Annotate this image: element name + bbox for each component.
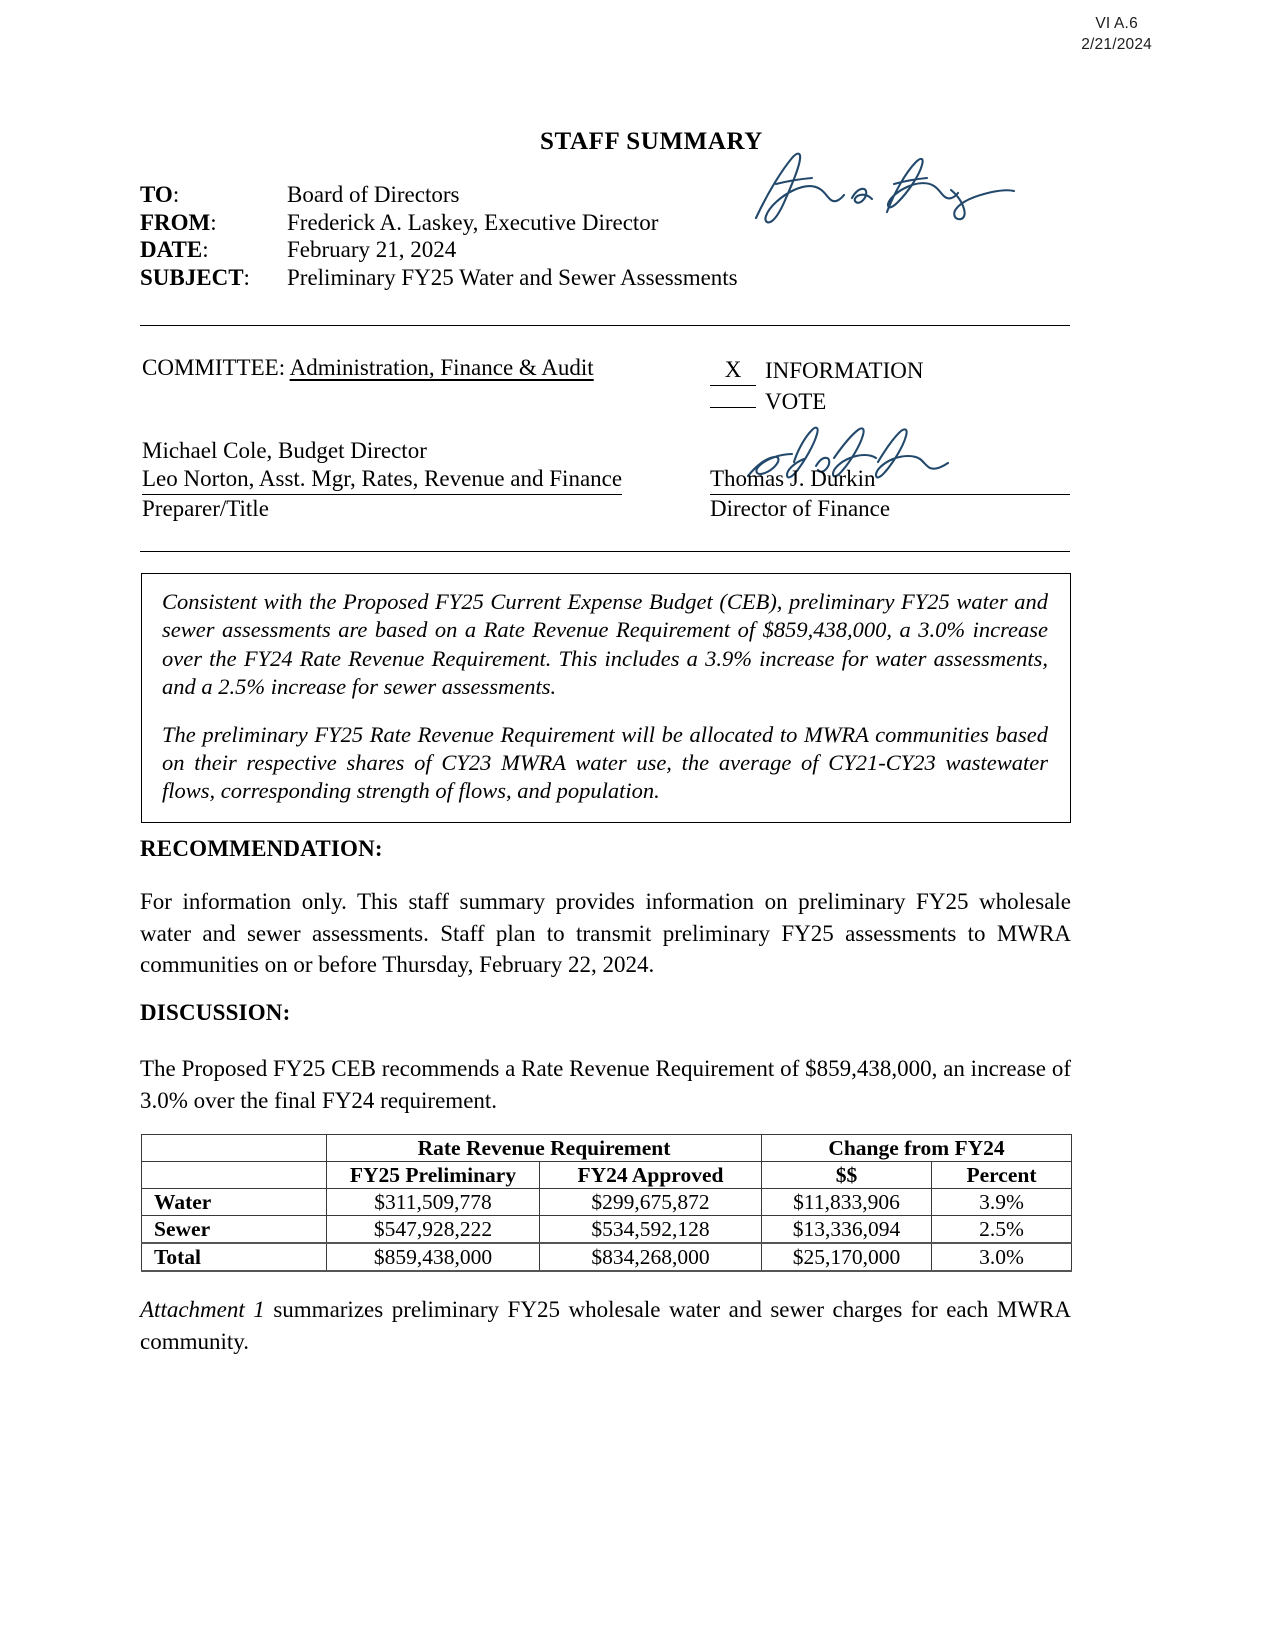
- total-fy25-preliminary: $859,438,000: [327, 1243, 540, 1271]
- table-corner-cell: [142, 1135, 327, 1162]
- memo-label-to: TO:: [140, 182, 180, 207]
- water-change-dollars: $11,833,906: [762, 1189, 932, 1216]
- memo-value-to: Board of Directors: [287, 182, 460, 207]
- group-header-change: Change from FY24: [762, 1135, 1072, 1162]
- preparer-caption: Preparer/Title: [142, 496, 269, 521]
- recommendation-heading: RECOMMENDATION:: [140, 836, 383, 861]
- table-row: [142, 1243, 1072, 1271]
- total-fy24-approved: $834,268,000: [540, 1243, 762, 1271]
- action-type-block: [710, 354, 923, 417]
- committee-label: COMMITTEE:: [142, 355, 286, 380]
- attachment-text: summarizes preliminary FY25 wholesale water and sewer charges for each MWRA community.: [140, 1297, 1071, 1354]
- water-fy24-approved: $299,675,872: [540, 1189, 762, 1216]
- memo-row-to: [140, 182, 1080, 210]
- memo-value-subject: Preliminary FY25 Water and Sewer Assessments: [287, 264, 738, 290]
- sewer-change-dollars: $13,336,094: [762, 1216, 932, 1244]
- row-label-water: Water: [142, 1189, 327, 1216]
- attachment-label: Attachment 1: [140, 1297, 265, 1322]
- information-label: INFORMATION: [765, 358, 924, 383]
- vote-checkbox[interactable]: [710, 407, 756, 408]
- agenda-reference: VI A.6: [1095, 15, 1138, 32]
- column-header-change-percent: Percent: [932, 1162, 1072, 1189]
- sewer-fy24-approved: $534,592,128: [540, 1216, 762, 1244]
- approver-title: Director of Finance: [710, 496, 891, 521]
- row-label-total: Total: [142, 1243, 327, 1271]
- approver-name: Thomas J. Durkin: [710, 465, 1070, 495]
- recommendation-body: For information only. This staff summary provides information on preliminary FY25 wholesale water and sewer assessments. Staff plan to transmit preliminary FY25 assessments to MWRA communities on or before Thursday, February 22, 2024.: [140, 889, 1071, 977]
- column-header-blank: [142, 1162, 327, 1189]
- rate-revenue-table: [141, 1134, 1072, 1272]
- sewer-change-percent: 2.5%: [932, 1216, 1072, 1244]
- column-header-fy24-approved: FY24 Approved: [540, 1162, 762, 1189]
- row-label-sewer: Sewer: [142, 1216, 327, 1244]
- preparer-block: [142, 437, 622, 523]
- group-header-rate-revenue: Rate Revenue Requirement: [327, 1135, 762, 1162]
- column-header-fy25-preliminary: FY25 Preliminary: [327, 1162, 540, 1189]
- committee-value: Administration, Finance & Audit: [289, 355, 594, 380]
- memo-row-subject: [140, 265, 1080, 293]
- vote-label: VOTE: [765, 389, 827, 414]
- memo-row-from: [140, 210, 1080, 238]
- memo-value-date: February 21, 2024: [287, 237, 457, 262]
- total-change-dollars: $25,170,000: [762, 1243, 932, 1271]
- information-checkbox[interactable]: X: [710, 354, 756, 386]
- table-column-header-row: [142, 1162, 1072, 1189]
- memo-value-from: Frederick A. Laskey, Executive Director: [287, 209, 659, 235]
- horizontal-rule-bottom: [140, 551, 1070, 552]
- water-change-percent: 3.9%: [932, 1189, 1072, 1216]
- column-header-change-dollars: $$: [762, 1162, 932, 1189]
- table-row: [142, 1189, 1072, 1216]
- total-change-percent: 3.0%: [932, 1243, 1072, 1271]
- summary-paragraph-1: Consistent with the Proposed FY25 Current Expense Budget (CEB), preliminary FY25 water and sewer assessments are based on a Rate Revenue Requirement of $859,438,000, a 3.0% increase over the FY24 Rate Revenue Requirement. This includes a 3.9% increase for water assessments, and a 2.5% increase for sewer assessments.: [162, 589, 1048, 700]
- document-reference-stamp: [1081, 14, 1152, 56]
- memo-label-from: FROM:: [140, 209, 217, 235]
- discussion-heading: DISCUSSION:: [140, 1000, 291, 1025]
- summary-callout-box: [141, 573, 1071, 823]
- action-vote[interactable]: [710, 386, 923, 417]
- discussion-body: The Proposed FY25 CEB recommends a Rate Revenue Requirement of $859,438,000, an increase of 3.0% over the final FY24 requirement.: [140, 1056, 1071, 1113]
- memo-header: [140, 182, 1080, 292]
- water-fy25-preliminary: $311,509,778: [327, 1189, 540, 1216]
- sewer-fy25-preliminary: $547,928,222: [327, 1216, 540, 1244]
- memo-label-subject: SUBJECT:: [140, 264, 250, 290]
- table-row: [142, 1216, 1072, 1244]
- page-title: STAFF SUMMARY: [540, 128, 763, 155]
- attachment-note: [140, 1294, 1071, 1357]
- memo-label-date: DATE:: [140, 237, 209, 262]
- preparer-name-2: Leo Norton, Asst. Mgr, Rates, Revenue and Finance: [142, 465, 622, 495]
- committee-line: [142, 355, 602, 381]
- memo-row-date: [140, 237, 1080, 265]
- horizontal-rule-top: [140, 325, 1070, 326]
- action-information[interactable]: [710, 354, 923, 386]
- table-group-header-row: [142, 1135, 1072, 1162]
- preparer-name-1: Michael Cole, Budget Director: [142, 438, 427, 463]
- approver-block: [710, 465, 1072, 523]
- summary-paragraph-2: The preliminary FY25 Rate Revenue Requirement will be allocated to MWRA communities based on their respective shares of CY23 MWRA water use, the average of CY21-CY23 wastewater flows, corresponding strength of flows, and population.: [162, 721, 1048, 804]
- stamp-date: 2/21/2024: [1081, 35, 1152, 53]
